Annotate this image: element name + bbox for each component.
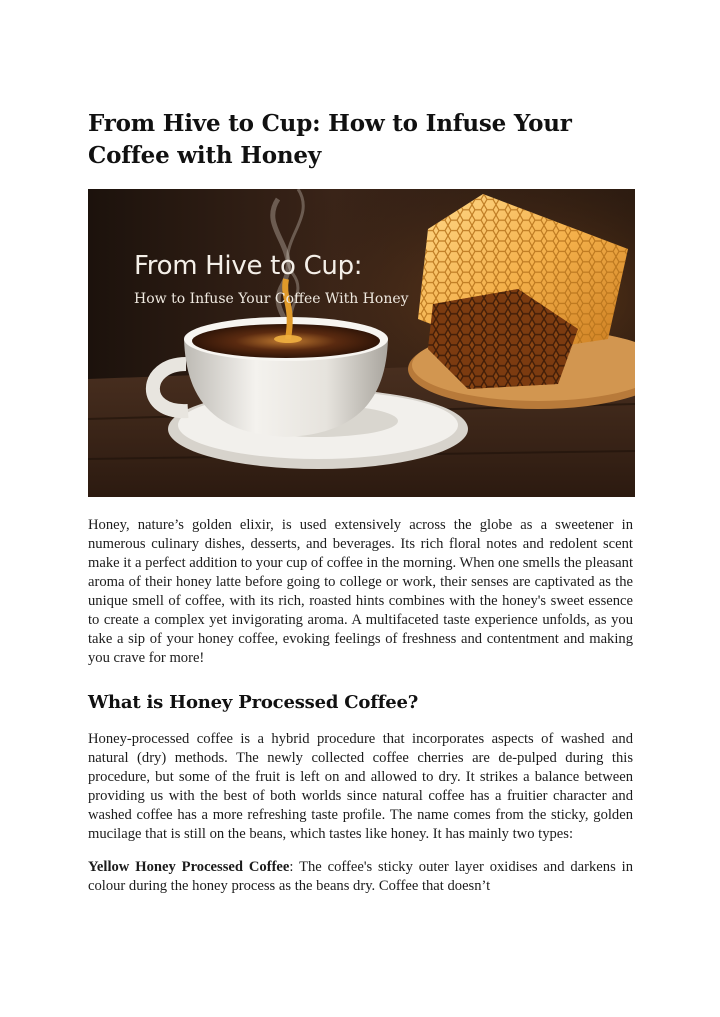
article: [88, 108, 633, 896]
yellow-honey-text: : The coffee's sticky outer layer oxidises and darkens in colour during the honey process as the beans dry. Coffee that doesn’t: [88, 859, 633, 894]
yellow-honey-paragraph: [88, 858, 633, 896]
hero-image: [88, 189, 635, 497]
section-paragraph: Honey-processed coffee is a hybrid procedure that incorporates aspects of washed and natural (dry) methods. The newly collected coffee cherries are de-pulped during this procedure, but some of the fruit is left on and allowed to dry. It strikes a balance between providing us with the best of both worlds since natural coffee has a fruitier character and washed coffee has a more refreshing taste profile. The name comes from the sticky, golden mucilage that is still on the beans, which tastes like honey. It has mainly two types:: [88, 731, 633, 842]
intro-paragraph: Honey, nature’s golden elixir, is used extensively across the globe as a sweetener in numerous culinary dishes, desserts, and beverages. Its rich floral notes and redolent scent make it a perfect addition to your cup of coffee in the morning. When one smells the pleasant aroma of their honey latte before going to college or work, their senses are captivated as the unique smell of coffee, with its rich, roasted hints combines with the honey's sweet essence to create a complex yet invigorating aroma. A multifaceted taste experience unfolds, as you take a sip of your honey coffee, evoking feelings of freshness and contentment and making you crave for more!: [88, 517, 633, 666]
coffee-honey-illustration: [88, 189, 635, 497]
hero-overlay-subtitle: How to Infuse Your Coffee With Honey: [134, 291, 409, 307]
section-heading: What is Honey Processed Coffee?: [88, 692, 419, 713]
hero-overlay-title: From Hive to Cup:: [134, 251, 363, 281]
yellow-honey-term: Yellow Honey Processed Coffee: [88, 859, 290, 875]
article-title: From Hive to Cup: How to Infuse Your Coffee with Honey: [88, 110, 572, 169]
